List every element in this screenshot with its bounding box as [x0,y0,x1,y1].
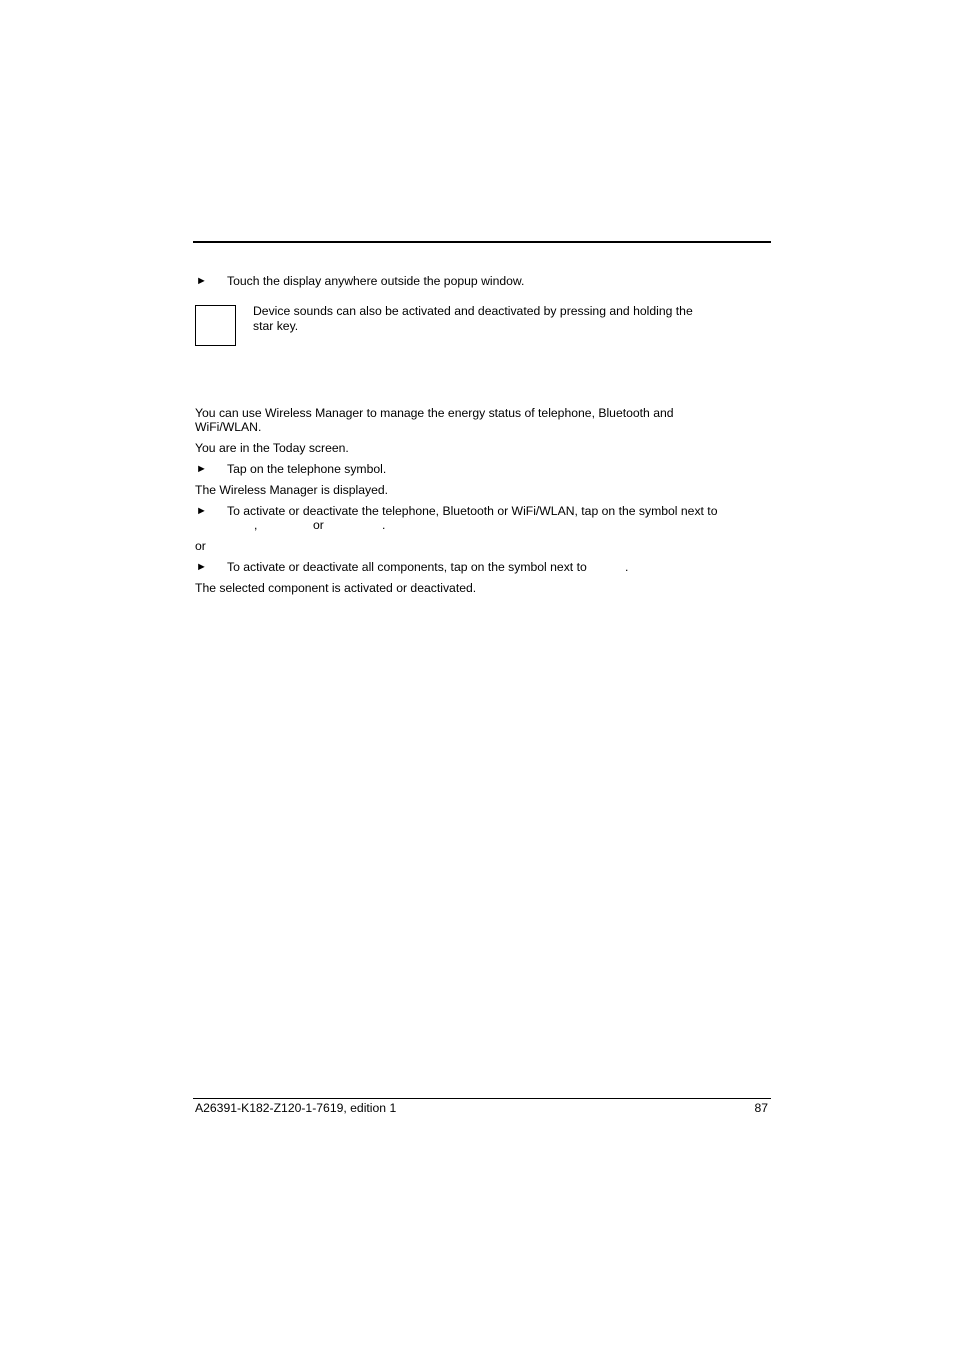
bullet-arrow-icon: ► [196,505,207,517]
note-text-line2: star key. [253,319,299,333]
or-text: or [195,539,206,553]
note-icon [195,305,236,346]
result-text: The selected component is activated or deactivated. [195,581,477,595]
step-activate-component-or: or [313,518,324,532]
step-activate-all-period: . [625,560,629,574]
bullet-arrow-icon: ► [196,463,207,475]
step-close-popup: Touch the display anywhere outside the popup window. [227,274,525,288]
footer-rule [193,1098,771,1099]
intro-line1: You can use Wireless Manager to manage the energy status of telephone, Bluetooth and [195,406,674,420]
intro-line2: WiFi/WLAN. [195,420,262,434]
footer-doc-id: A26391-K182-Z120-1-7619, edition 1 [195,1101,397,1115]
step-tap-telephone: Tap on the telephone symbol. [227,462,387,476]
manager-displayed-text: The Wireless Manager is displayed. [195,483,389,497]
header-rule [193,241,771,243]
bullet-arrow-icon: ► [196,275,207,287]
step-activate-component: To activate or deactivate the telephone, Bluetooth or WiFi/WLAN, tap on the symbol next to [227,504,718,518]
page-number: 87 [754,1101,768,1115]
bullet-arrow-icon: ► [196,561,207,573]
step-activate-all: To activate or deactivate all components, tap on the symbol next to [227,560,587,574]
step-activate-component-period: . [382,518,386,532]
today-screen-text: You are in the Today screen. [195,441,349,455]
note-text-line1: Device sounds can also be activated and deactivated by pressing and holding the [253,304,693,318]
step-activate-component-comma: , [254,518,258,532]
